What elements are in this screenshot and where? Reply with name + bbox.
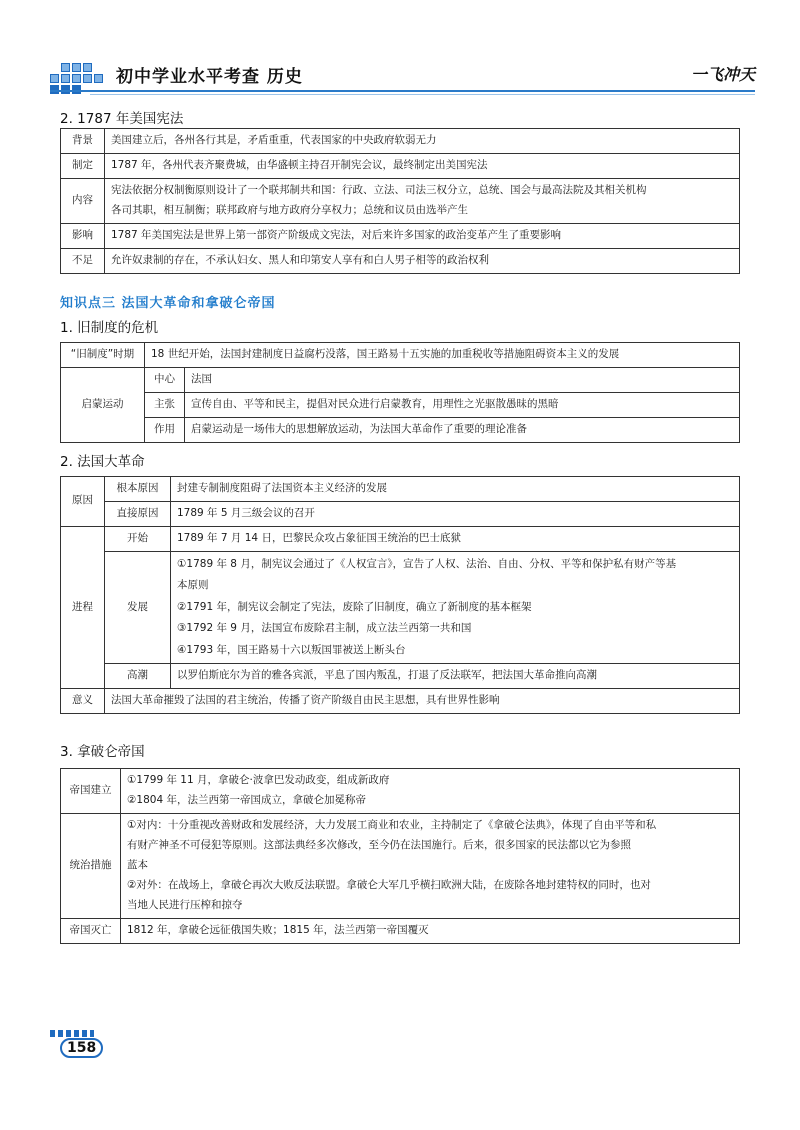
row-content: [105, 129, 740, 154]
old-regime-heading: 1. 旧制度的危机: [60, 320, 159, 336]
climax-text: 以罗伯斯庇尔为首的雅各宾派，平息了国内叛乱，打退了反法联军，把法国大革命推向高潮: [171, 664, 740, 689]
row-content: [121, 918, 740, 943]
row-content: [105, 153, 740, 178]
text-line: 当地人民进行压榨和掠夺: [127, 898, 243, 911]
start-label: 开始: [105, 526, 171, 551]
header-rule-thin: [90, 94, 755, 95]
row-label: 统治措施: [61, 813, 121, 918]
row-label: 不足: [61, 248, 105, 273]
knowledge-point-title: 知识点三 法国大革命和拿破仑帝国: [60, 296, 276, 311]
table-row: [61, 417, 740, 442]
row-content: [105, 178, 740, 223]
text-line: 允许奴隶制的存在，不承认妇女、黑人和印第安人享有和白人男子相等的政治权利: [111, 253, 489, 266]
enlightenment-label: 启蒙运动: [61, 367, 145, 442]
row-label: 背景: [61, 129, 105, 154]
table-row: [61, 129, 740, 154]
direct-cause-text: 1789 年 5 月三级会议的召开: [171, 501, 740, 526]
table-row: [61, 664, 740, 689]
page-footer: [50, 1030, 110, 1060]
root-cause-label: 根本原因: [105, 477, 171, 502]
brand-logo: 一飞冲天: [690, 65, 755, 84]
root-cause-text: 封建专制制度阻碍了法国资本主义经济的发展: [171, 477, 740, 502]
enlight-center-text: 法国: [185, 367, 740, 392]
decorative-strip-icon: [50, 1030, 94, 1037]
text-line: ②1804 年，法兰西第一帝国成立，拿破仑加冕称帝: [127, 793, 366, 806]
row-label: 帝国灭亡: [61, 918, 121, 943]
text-line: ②对外：在战场上，拿破仑再次大败反法联盟。拿破仑大军几乎横扫欧洲大陆，在废除各地封建特权的同时，也对: [127, 878, 651, 891]
table-row: [61, 477, 740, 502]
constitution-heading: 2. 1787 年美国宪法: [60, 111, 184, 127]
meaning-label: 意义: [61, 689, 105, 714]
table-row: [61, 551, 740, 664]
text-line: 1787 年，各州代表齐聚费城，由华盛顿主持召开制宪会议，最终制定出美国宪法: [111, 158, 488, 171]
text-line: 1812 年，拿破仑远征俄国失败；1815 年，法兰西第一帝国覆灭: [127, 923, 429, 936]
text-line: ①1799 年 11 月，拿破仑·波拿巴发动政变，组成新政府: [127, 774, 390, 786]
row-content: [105, 223, 740, 248]
text-line: ②1791 年，制宪议会制定了宪法，废除了旧制度，确立了新制度的基本框架: [177, 600, 532, 613]
table-row: [61, 769, 740, 814]
table-row: [61, 526, 740, 551]
table-row: [61, 343, 740, 368]
enlight-claim-label: 主张: [145, 392, 185, 417]
decorative-squares-icon: [50, 60, 110, 94]
direct-cause-label: 直接原因: [105, 501, 171, 526]
row-content: [105, 248, 740, 273]
table-row: [61, 178, 740, 223]
table-row: [61, 367, 740, 392]
book-title: 初中学业水平考查 历史: [116, 67, 303, 87]
text-line: 1787 年美国宪法是世界上第一部资产阶级成文宪法，对后来许多国家的政治变革产生了重要影响: [111, 228, 562, 241]
process-label: 进程: [61, 526, 105, 688]
table-row: [61, 392, 740, 417]
table-row: [61, 248, 740, 273]
text-line: 美国建立后，各州各行其是，矛盾重重，代表国家的中央政府软弱无力: [111, 134, 437, 146]
climax-label: 高潮: [105, 664, 171, 689]
text-line: 有财产神圣不可侵犯等原则。这部法典经多次修改，至今仍在法国施行。后来，很多国家的民法都以它为参照: [127, 838, 631, 851]
page-number: 158: [60, 1038, 103, 1058]
row-content: [121, 769, 740, 814]
text-line: ①对内：十分重视改善财政和发展经济，大力发展工商业和农业，主持制定了《拿破仑法典》，体现了自由平等和私: [127, 818, 657, 831]
enlight-center-label: 中心: [145, 367, 185, 392]
napoleon-heading: 3. 拿破仑帝国: [60, 744, 145, 760]
text-line: 本原则: [177, 579, 209, 592]
text-line: ④1793 年，国王路易十六以叛国罪被送上断头台: [177, 643, 406, 656]
table-row: [61, 501, 740, 526]
period-text: 18 世纪开始，法国封建制度日益腐朽没落，国王路易十五实施的加重税收等措施阻碍资本主义的发展: [145, 343, 740, 368]
cause-label: 原因: [61, 477, 105, 527]
start-text: 1789 年 7 月 14 日，巴黎民众攻占象征国王统治的巴士底狱: [171, 526, 740, 551]
row-label: 帝国建立: [61, 769, 121, 814]
enlight-role-label: 作用: [145, 417, 185, 442]
development-text: [171, 551, 740, 664]
text-line: 宪法依据分权制衡原则设计了一个联邦制共和国：行政、立法、司法三权分立，总统、国会与最高法院及其相关机构: [111, 183, 647, 196]
napoleon-table: [60, 768, 740, 944]
text-line: 蓝本: [127, 858, 148, 871]
table-row: [61, 223, 740, 248]
row-label: 影响: [61, 223, 105, 248]
text-line: 各司其职，相互制衡；联邦政府与地方政府分享权力；总统和议员由选举产生: [111, 203, 468, 216]
row-label: 内容: [61, 178, 105, 223]
table-row: [61, 918, 740, 943]
enlight-role-text: 启蒙运动是一场伟大的思想解放运动，为法国大革命作了重要的理论准备: [185, 417, 740, 442]
table-row: [61, 813, 740, 918]
old-regime-table: [60, 342, 740, 443]
period-label: “旧制度”时期: [61, 343, 145, 368]
constitution-table: [60, 128, 740, 274]
enlight-claim-text: 宣传自由、平等和民主，提倡对民众进行启蒙教育，用理性之光驱散愚昧的黑暗: [185, 392, 740, 417]
table-row: [61, 153, 740, 178]
row-label: 制定: [61, 153, 105, 178]
page-header: [50, 56, 755, 100]
table-row: [61, 689, 740, 714]
revolution-table: [60, 476, 740, 714]
meaning-text: 法国大革命摧毁了法国的君主统治，传播了资产阶级自由民主思想，具有世界性影响: [105, 689, 740, 714]
header-rule: [50, 90, 755, 92]
text-line: ③1792 年 9 月，法国宣布废除君主制，成立法兰西第一共和国: [177, 622, 472, 635]
development-label: 发展: [105, 551, 171, 664]
row-content: [121, 813, 740, 918]
revolution-heading: 2. 法国大革命: [60, 454, 145, 470]
text-line: ①1789 年 8 月，制宪议会通过了《人权宣言》，宣告了人权、法治、自由、分权、平等和保护私有财产等基: [177, 557, 677, 570]
